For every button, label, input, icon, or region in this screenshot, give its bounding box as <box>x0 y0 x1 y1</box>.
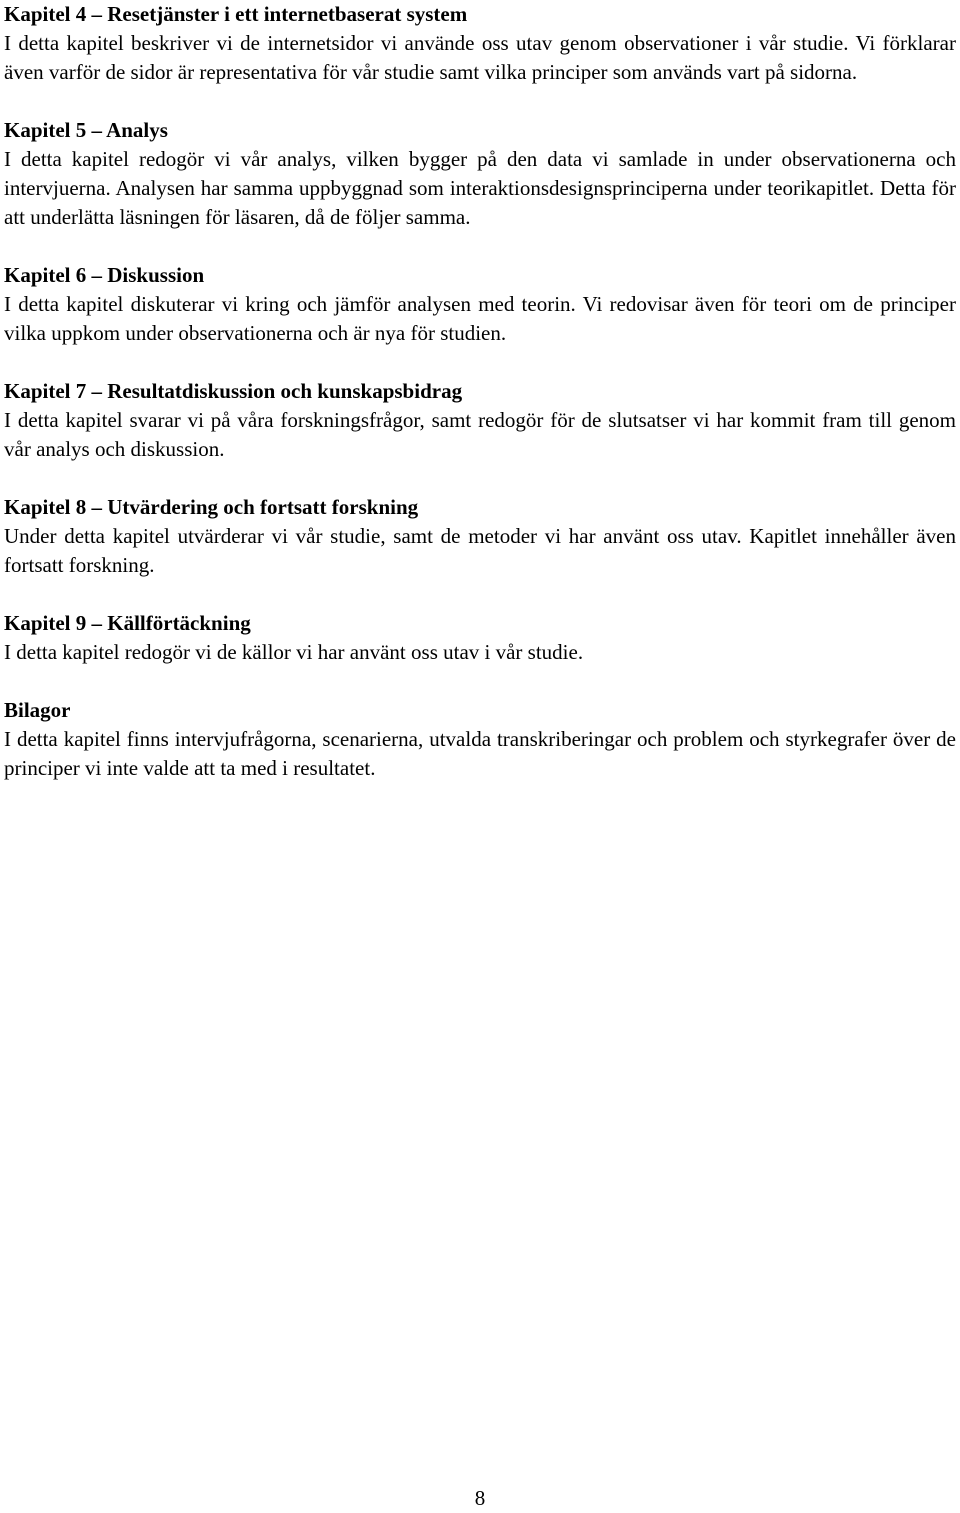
section-body: I detta kapitel beskriver vi de internetsidor vi använde oss utav genom observationer i vår studie. Vi förklarar även varför de sidor är representativa för vår studie samt vilka principer som används vart på sidorna. <box>4 31 956 84</box>
section-heading: Kapitel 6 – Diskussion <box>4 263 205 287</box>
section-heading: Kapitel 5 – Analys <box>4 118 168 142</box>
section-kapitel-7 <box>4 377 956 464</box>
section-kapitel-5 <box>4 116 956 232</box>
section-body: I detta kapitel svarar vi på våra forskningsfrågor, samt redogör för de slutsatser vi har kommit fram till genom vår analys och diskussion. <box>4 408 956 461</box>
section-heading: Kapitel 9 – Källförtäckning <box>4 611 251 635</box>
section-heading: Kapitel 4 – Resetjänster i ett internetbaserat system <box>4 2 468 26</box>
document-page <box>4 0 956 812</box>
section-body: I detta kapitel redogör vi de källor vi har använt oss utav i vår studie. <box>4 640 584 664</box>
section-body: I detta kapitel finns intervjufrågorna, scenarierna, utvalda transkriberingar och problem och styrkegrafer över de principer vi inte valde att ta med i resultatet. <box>4 727 956 780</box>
section-kapitel-9 <box>4 609 956 667</box>
section-heading: Bilagor <box>4 698 71 722</box>
section-heading: Kapitel 7 – Resultatdiskussion och kunskapsbidrag <box>4 379 463 403</box>
section-body: Under detta kapitel utvärderar vi vår studie, samt de metoder vi har använt oss utav. Kapitlet innehåller även fortsatt forskning. <box>4 524 956 577</box>
section-kapitel-8 <box>4 493 956 580</box>
section-kapitel-4 <box>4 0 956 87</box>
section-body: I detta kapitel diskuterar vi kring och jämför analysen med teorin. Vi redovisar även för teori om de principer vilka uppkom under observationerna och är nya för studien. <box>4 292 956 345</box>
page-number: 8 <box>474 1486 486 1510</box>
section-body: I detta kapitel redogör vi vår analys, vilken bygger på den data vi samlade in under observationerna och intervjuerna. Analysen har samma uppbyggnad som interaktionsdesignsprinciperna under teorikapitlet. Detta för att underlätta läsningen för läsaren, då de följer samma. <box>4 147 956 229</box>
section-heading: Kapitel 8 – Utvärdering och fortsatt forskning <box>4 495 419 519</box>
section-bilagor <box>4 696 956 783</box>
section-kapitel-6 <box>4 261 956 348</box>
